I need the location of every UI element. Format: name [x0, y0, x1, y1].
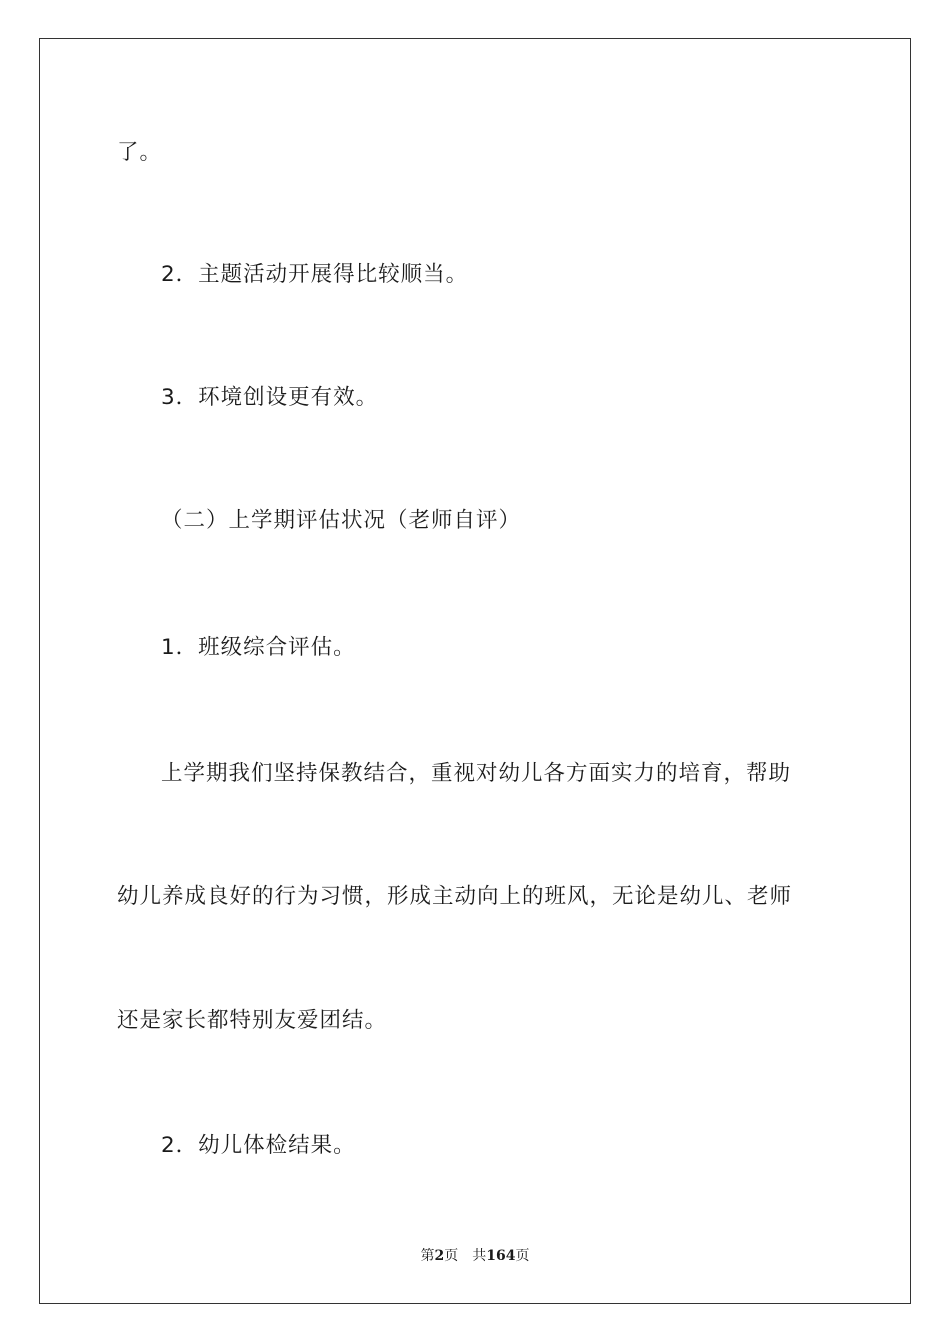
page-footer — [0, 1247, 950, 1265]
list-item-1-class-assessment: 1．班级综合评估。 — [161, 635, 356, 660]
paragraph-line-1: 上学期我们坚持保教结合，重视对幼儿各方面实力的培育，帮助 — [161, 761, 792, 786]
paragraph-line-2: 幼儿养成良好的行为习惯，形成主动向上的班风，无论是幼儿、老师 — [117, 884, 793, 909]
list-item-2-health-check: 2．幼儿体检结果。 — [161, 1133, 356, 1158]
page-border — [39, 38, 911, 1304]
footer-total-suffix: 页 — [515, 1248, 530, 1264]
list-item-3-environment: 3．环境创设更有效。 — [161, 385, 379, 410]
footer-total-number: 164 — [486, 1248, 516, 1264]
paragraph-line-3: 还是家长都特别友爱团结。 — [117, 1008, 388, 1033]
footer-page-prefix: 第 — [420, 1248, 435, 1264]
section-heading-self-assessment: （二）上学期评估状况（老师自评） — [161, 508, 522, 533]
footer-page-suffix: 页 — [444, 1248, 459, 1264]
footer-total-prefix: 共 — [472, 1248, 487, 1264]
list-item-2-theme-activities: 2．主题活动开展得比较顺当。 — [161, 262, 469, 287]
footer-page-number: 2 — [434, 1248, 445, 1264]
text-line-continuation: 了。 — [117, 140, 163, 165]
